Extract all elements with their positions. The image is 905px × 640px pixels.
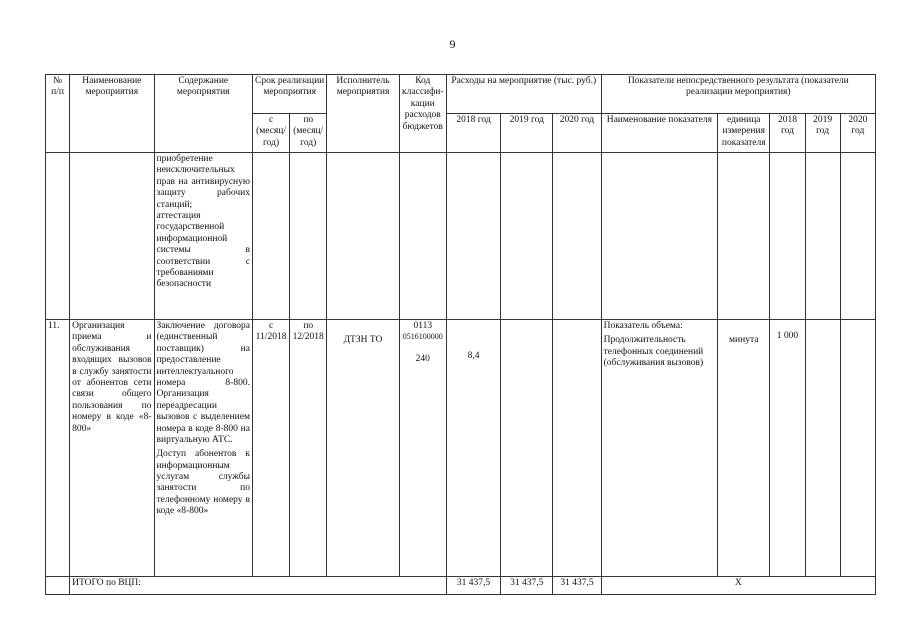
cell-content — [154, 153, 252, 320]
header-ind-name: Наименование показателя — [601, 114, 718, 153]
ind-name: Продолжительность телефонных соединений (обслуживания вызовов) — [603, 335, 704, 369]
header-name: Наименование мероприятия — [70, 75, 154, 153]
cell-ind-2019 — [805, 153, 840, 320]
total-exp-2020: 31 437,5 — [553, 577, 601, 595]
cell-term-from: с 11/2018 — [252, 320, 289, 577]
cell-content — [154, 320, 252, 577]
ind-unit-value: минута — [729, 335, 759, 345]
header-ind-2020: 2020 год — [840, 114, 875, 153]
header-exp-2019: 2019 год — [501, 114, 553, 153]
executor-text: ДТЗН ТО — [343, 335, 383, 345]
activities-table — [45, 74, 876, 595]
header-term-to: по (месяц/ год) — [290, 114, 327, 153]
ind-title: Показатель объема: — [603, 321, 683, 331]
cell-ind-name — [601, 320, 718, 577]
header-indicators: Показатели непосредственного результата (показатели реализации мероприятия) — [601, 75, 875, 114]
total-row — [46, 577, 876, 595]
cell-code — [399, 153, 446, 320]
total-exp-2019: 31 437,5 — [501, 577, 553, 595]
cell-name — [70, 153, 154, 320]
header-expenses: Расходы на мероприятие (тыс. руб.) — [446, 75, 601, 114]
header-exp-2018: 2018 год — [446, 114, 500, 153]
cell-total-num — [46, 577, 70, 595]
cell-num: 11. — [46, 320, 70, 577]
header-row-1 — [46, 75, 876, 114]
cell-term-to — [290, 153, 327, 320]
cell-ind-name — [601, 153, 718, 320]
cell-term-from — [252, 153, 289, 320]
content-item: приобретение неисключительных прав на антивирусную защиту рабочих станций; — [156, 154, 250, 210]
cell-ind-unit — [718, 320, 770, 577]
cell-exp-2019 — [501, 320, 553, 577]
header-term: Срок реализации мероприятия — [252, 75, 326, 114]
cell-executor — [327, 153, 399, 320]
cell-num — [46, 153, 70, 320]
code-line-2: 0516100000 — [402, 332, 443, 342]
header-code: Код классифи-кации расходов бюджетов — [399, 75, 446, 153]
cell-ind-2020 — [840, 153, 875, 320]
code-line-1: 0113 — [413, 321, 433, 331]
content-item: аттестация государственной информационной системы в соответствии с требованиями безопасности — [156, 210, 250, 290]
cell-exp-2020 — [553, 153, 601, 320]
total-mark: X — [601, 577, 875, 595]
cell-ind-2020 — [840, 320, 875, 577]
content-paragraph: Доступ абонентов к информационным услугам службы занятости по телефонному номеру в коде «8-800» — [156, 449, 250, 517]
cell-term-to: по 12/2018 — [290, 320, 327, 577]
total-label: ИТОГО по ВЦП: — [70, 577, 447, 595]
cell-exp-2019 — [501, 153, 553, 320]
cell-ind-unit — [718, 153, 770, 320]
content-paragraph: Заключение договора (единственный поставщик) на предоставление интеллектуального номера 8-800. Организация переадресации вызовов с выделением номера в коде 8-800 на виртуальную АТС. — [156, 321, 250, 445]
header-ind-2019: 2019 год — [805, 114, 840, 153]
total-exp-2018: 31 437,5 — [446, 577, 500, 595]
cell-ind-2018 — [770, 153, 805, 320]
exp-2018-value: 8,4 — [467, 351, 480, 361]
header-exp-2020: 2020 год — [553, 114, 601, 153]
cell-exp-2018 — [446, 320, 500, 577]
code-line-3: 240 — [415, 353, 430, 364]
header-executor: Исполнитель мероприятия — [327, 75, 399, 153]
cell-exp-2018 — [446, 153, 500, 320]
cell-name: Организация приема и обслуживания входящих вызовов в службу занятости от абонентов сети связи общего пользования по номеру в коде «8-800» — [70, 320, 154, 577]
table-row-11 — [46, 320, 876, 577]
page-number: 9 — [449, 37, 456, 51]
cell-ind-2018 — [770, 320, 805, 577]
cell-exp-2020 — [553, 320, 601, 577]
header-num: № п/п — [46, 75, 70, 153]
header-content: Содержание мероприятия — [154, 75, 252, 153]
cell-ind-2019 — [805, 320, 840, 577]
header-term-from: с (месяц/ год) — [252, 114, 289, 153]
ind-2018-value: 1 000 — [776, 331, 799, 341]
cell-executor — [327, 320, 399, 577]
header-ind-unit: единица измерения показателя — [718, 114, 770, 153]
cell-code — [399, 320, 446, 577]
table-row-continued — [46, 153, 876, 320]
header-ind-2018: 2018 год — [770, 114, 805, 153]
